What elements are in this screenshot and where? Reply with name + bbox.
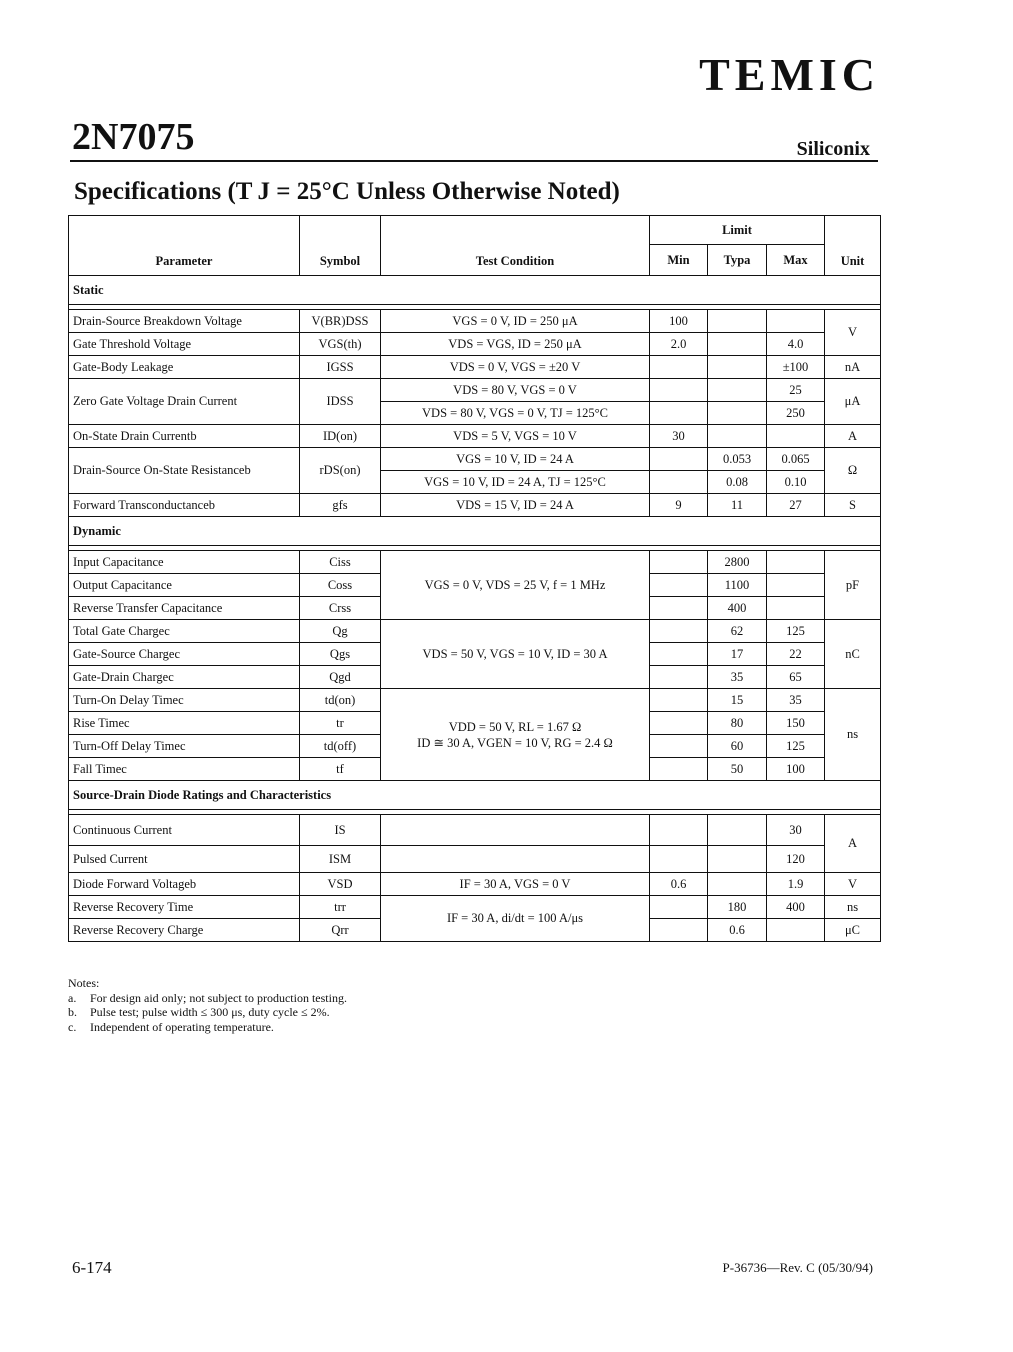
spec-table xyxy=(68,215,881,942)
notes xyxy=(68,976,347,1034)
table-row xyxy=(69,896,881,919)
min-cell xyxy=(650,846,708,873)
typ-cell xyxy=(708,873,767,896)
min-cell xyxy=(650,620,708,643)
typ-cell xyxy=(708,402,767,425)
min-cell xyxy=(650,402,708,425)
condition-cell: VGS = 10 V, ID = 24 A xyxy=(381,448,650,471)
header-parameter: Parameter xyxy=(69,216,300,276)
symbol-cell: VSD xyxy=(300,873,381,896)
brand-logo: TEMIC xyxy=(699,49,880,100)
typ-cell: 0.08 xyxy=(708,471,767,494)
unit-cell: A xyxy=(825,425,881,448)
table-row xyxy=(69,689,881,712)
min-cell xyxy=(650,896,708,919)
unit-cell: V xyxy=(825,873,881,896)
typ-cell xyxy=(708,815,767,846)
max-cell: 30 xyxy=(767,815,825,846)
min-cell xyxy=(650,735,708,758)
header-min: Min xyxy=(650,245,708,276)
condition-line: VDD = 50 V, RL = 1.67 Ω xyxy=(448,719,582,734)
symbol-cell: Qgd xyxy=(300,666,381,689)
min-cell: 2.0 xyxy=(650,333,708,356)
typ-cell: 2800 xyxy=(708,551,767,574)
min-cell xyxy=(650,597,708,620)
header-symbol: Symbol xyxy=(300,216,381,276)
condition-line: ID ≅ 30 A, VGEN = 10 V, RG = 2.4 Ω xyxy=(417,735,613,750)
unit-cell: nC xyxy=(825,620,881,689)
typ-cell xyxy=(708,846,767,873)
unit-cell: V xyxy=(825,310,881,356)
max-cell: 22 xyxy=(767,643,825,666)
table-row xyxy=(69,494,881,517)
param-cell: Pulsed Current xyxy=(69,846,300,873)
header-limit: Limit xyxy=(650,216,825,245)
part-number: 2N7075 xyxy=(72,116,195,158)
unit-cell: ns xyxy=(825,896,881,919)
section-dynamic: Dynamic xyxy=(69,517,881,546)
min-cell xyxy=(650,574,708,597)
unit-cell: ns xyxy=(825,689,881,781)
max-cell: 0.065 xyxy=(767,448,825,471)
note-item xyxy=(68,991,347,1006)
typ-cell: 50 xyxy=(708,758,767,781)
max-cell xyxy=(767,597,825,620)
symbol-cell: Qrr xyxy=(300,919,381,942)
param-cell: Forward Transconductanceb xyxy=(69,494,300,517)
page-number: 6-174 xyxy=(72,1258,112,1277)
condition-cell: VDS = 50 V, VGS = 10 V, ID = 30 A xyxy=(381,620,650,689)
header-typ: Typa xyxy=(708,245,767,276)
table-row xyxy=(69,846,881,873)
max-cell: ±100 xyxy=(767,356,825,379)
symbol-cell: VGS(th) xyxy=(300,333,381,356)
min-cell xyxy=(650,815,708,846)
param-cell: Gate-Body Leakage xyxy=(69,356,300,379)
max-cell xyxy=(767,551,825,574)
param-cell: Output Capacitance xyxy=(69,574,300,597)
symbol-cell: IDSS xyxy=(300,379,381,425)
header-rule xyxy=(70,160,878,162)
symbol-cell: td(off) xyxy=(300,735,381,758)
max-cell: 125 xyxy=(767,620,825,643)
symbol-cell: Coss xyxy=(300,574,381,597)
condition-cell: VDS = 0 V, VGS = ±20 V xyxy=(381,356,650,379)
page-title: Specifications (T J = 25°C Unless Otherwise Noted) xyxy=(74,178,620,205)
max-cell: 25 xyxy=(767,379,825,402)
typ-cell: 17 xyxy=(708,643,767,666)
symbol-cell: Crss xyxy=(300,597,381,620)
symbol-cell: ID(on) xyxy=(300,425,381,448)
table-row xyxy=(69,379,881,402)
max-cell: 400 xyxy=(767,896,825,919)
min-cell: 30 xyxy=(650,425,708,448)
param-cell: Turn-On Delay Timec xyxy=(69,689,300,712)
param-cell: On-State Drain Currentb xyxy=(69,425,300,448)
condition-cell: VDS = 80 V, VGS = 0 V, TJ = 125°C xyxy=(381,402,650,425)
note-letter: c. xyxy=(68,1019,77,1034)
unit-cell: μC xyxy=(825,919,881,942)
typ-cell: 0.6 xyxy=(708,919,767,942)
table-row xyxy=(69,356,881,379)
note-text: For design aid only; not subject to production testing. xyxy=(90,990,347,1005)
subbrand: Siliconix xyxy=(796,138,870,160)
min-cell xyxy=(650,356,708,379)
symbol-cell: tr xyxy=(300,712,381,735)
max-cell: 250 xyxy=(767,402,825,425)
condition-cell: IF = 30 A, VGS = 0 V xyxy=(381,873,650,896)
min-cell xyxy=(650,551,708,574)
symbol-cell: V(BR)DSS xyxy=(300,310,381,333)
note-letter: a. xyxy=(68,990,77,1005)
max-cell xyxy=(767,310,825,333)
unit-cell: μA xyxy=(825,379,881,425)
param-cell: Gate Threshold Voltage xyxy=(69,333,300,356)
note-letter: b. xyxy=(68,1005,77,1019)
symbol-cell: trr xyxy=(300,896,381,919)
min-cell xyxy=(650,643,708,666)
min-cell: 9 xyxy=(650,494,708,517)
condition-cell xyxy=(381,815,650,846)
typ-cell: 15 xyxy=(708,689,767,712)
max-cell: 4.0 xyxy=(767,333,825,356)
typ-cell: 60 xyxy=(708,735,767,758)
note-item xyxy=(68,1020,347,1035)
condition-cell xyxy=(381,689,650,781)
condition-cell: VDS = VGS, ID = 250 μA xyxy=(381,333,650,356)
typ-cell xyxy=(708,333,767,356)
max-cell: 0.10 xyxy=(767,471,825,494)
revision-code: P-36736—Rev. C (05/30/94) xyxy=(722,1260,873,1275)
condition-cell: VGS = 0 V, ID = 250 μA xyxy=(381,310,650,333)
table-row xyxy=(69,448,881,471)
max-cell: 65 xyxy=(767,666,825,689)
note-item xyxy=(68,1005,347,1020)
table-row xyxy=(69,873,881,896)
condition-cell: VGS = 10 V, ID = 24 A, TJ = 125°C xyxy=(381,471,650,494)
unit-cell: A xyxy=(825,815,881,873)
param-cell: Fall Timec xyxy=(69,758,300,781)
param-cell: Gate-Source Chargec xyxy=(69,643,300,666)
max-cell: 125 xyxy=(767,735,825,758)
typ-cell: 180 xyxy=(708,896,767,919)
param-cell: Rise Timec xyxy=(69,712,300,735)
table-row xyxy=(69,551,881,574)
param-cell: Drain-Source Breakdown Voltage xyxy=(69,310,300,333)
typ-cell: 11 xyxy=(708,494,767,517)
param-cell: Reverse Recovery Charge xyxy=(69,919,300,942)
condition-cell: VGS = 0 V, VDS = 25 V, f = 1 MHz xyxy=(381,551,650,620)
header-test-condition: Test Condition xyxy=(381,216,650,276)
typ-cell xyxy=(708,425,767,448)
param-cell: Input Capacitance xyxy=(69,551,300,574)
max-cell: 35 xyxy=(767,689,825,712)
min-cell xyxy=(650,379,708,402)
unit-cell: S xyxy=(825,494,881,517)
symbol-cell: ISM xyxy=(300,846,381,873)
condition-cell: VDS = 5 V, VGS = 10 V xyxy=(381,425,650,448)
unit-cell: nA xyxy=(825,356,881,379)
min-cell xyxy=(650,758,708,781)
header-unit: Unit xyxy=(825,216,881,276)
condition-cell: VDS = 80 V, VGS = 0 V xyxy=(381,379,650,402)
typ-cell xyxy=(708,356,767,379)
typ-cell: 35 xyxy=(708,666,767,689)
header-max: Max xyxy=(767,245,825,276)
max-cell xyxy=(767,425,825,448)
table-row xyxy=(69,333,881,356)
section-static: Static xyxy=(69,276,881,305)
symbol-cell: Qgs xyxy=(300,643,381,666)
condition-cell xyxy=(381,846,650,873)
max-cell: 100 xyxy=(767,758,825,781)
param-cell: Gate-Drain Chargec xyxy=(69,666,300,689)
typ-cell: 0.053 xyxy=(708,448,767,471)
condition-cell: IF = 30 A, di/dt = 100 A/μs xyxy=(381,896,650,942)
note-text: Independent of operating temperature. xyxy=(90,1019,274,1034)
min-cell xyxy=(650,666,708,689)
min-cell: 0.6 xyxy=(650,873,708,896)
param-cell: Reverse Recovery Time xyxy=(69,896,300,919)
table-row xyxy=(69,620,881,643)
max-cell: 150 xyxy=(767,712,825,735)
typ-cell xyxy=(708,310,767,333)
symbol-cell: Ciss xyxy=(300,551,381,574)
param-cell: Turn-Off Delay Timec xyxy=(69,735,300,758)
param-cell: Continuous Current xyxy=(69,815,300,846)
unit-cell: Ω xyxy=(825,448,881,494)
notes-heading: Notes: xyxy=(68,976,100,990)
typ-cell xyxy=(708,379,767,402)
table-row xyxy=(69,425,881,448)
condition-cell: VDS = 15 V, ID = 24 A xyxy=(381,494,650,517)
typ-cell: 1100 xyxy=(708,574,767,597)
symbol-cell: tf xyxy=(300,758,381,781)
symbol-cell: IGSS xyxy=(300,356,381,379)
typ-cell: 80 xyxy=(708,712,767,735)
table-row xyxy=(69,815,881,846)
note-text: Pulse test; pulse width ≤ 300 μs, duty cycle ≤ 2%. xyxy=(90,1005,330,1019)
symbol-cell: rDS(on) xyxy=(300,448,381,494)
table-row xyxy=(69,310,881,333)
symbol-cell: td(on) xyxy=(300,689,381,712)
max-cell: 27 xyxy=(767,494,825,517)
param-cell: Drain-Source On-State Resistanceb xyxy=(69,448,300,494)
param-cell: Diode Forward Voltageb xyxy=(69,873,300,896)
section-diode: Source-Drain Diode Ratings and Characteristics xyxy=(69,781,881,810)
symbol-cell: IS xyxy=(300,815,381,846)
param-cell: Total Gate Chargec xyxy=(69,620,300,643)
min-cell: 100 xyxy=(650,310,708,333)
typ-cell: 62 xyxy=(708,620,767,643)
param-cell: Reverse Transfer Capacitance xyxy=(69,597,300,620)
max-cell xyxy=(767,574,825,597)
min-cell xyxy=(650,689,708,712)
min-cell xyxy=(650,712,708,735)
max-cell: 120 xyxy=(767,846,825,873)
max-cell: 1.9 xyxy=(767,873,825,896)
param-cell: Zero Gate Voltage Drain Current xyxy=(69,379,300,425)
typ-cell: 400 xyxy=(708,597,767,620)
min-cell xyxy=(650,919,708,942)
unit-cell: pF xyxy=(825,551,881,620)
min-cell xyxy=(650,471,708,494)
min-cell xyxy=(650,448,708,471)
symbol-cell: Qg xyxy=(300,620,381,643)
max-cell xyxy=(767,919,825,942)
symbol-cell: gfs xyxy=(300,494,381,517)
